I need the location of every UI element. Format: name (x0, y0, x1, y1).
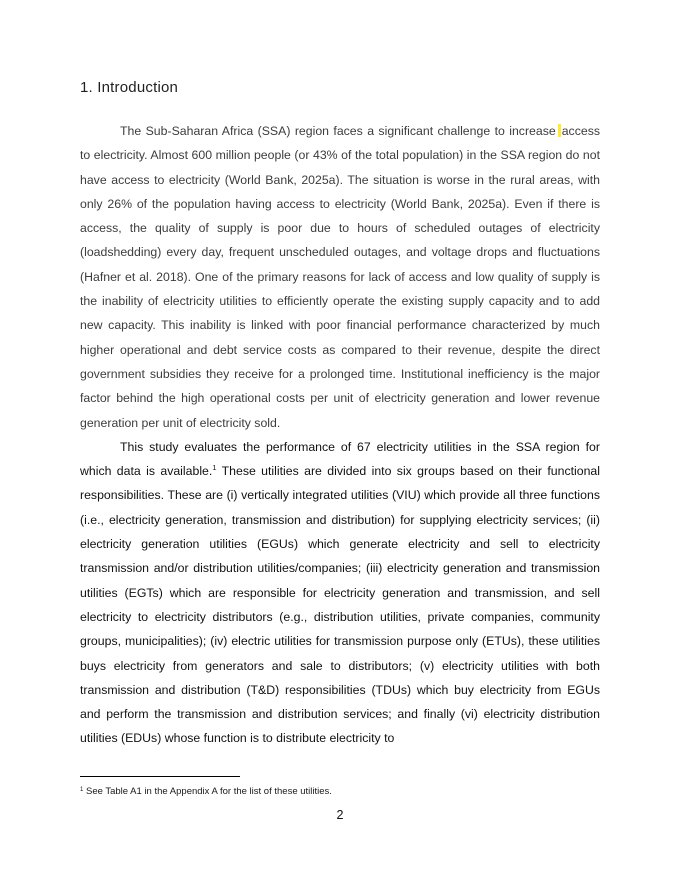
footnote (80, 786, 332, 797)
footnote-marker: 1 (80, 787, 84, 793)
footnote-text: See Table A1 in the Appendix A for the list of these utilities. (83, 786, 332, 797)
page-number: 2 (336, 808, 344, 822)
paragraph-2-rest: These utilities are divided into six groups based on their functional responsibilities. These are (i) vertically integrated utilities (VIU) which provide all three functions (i.e., electricity generation, transmission and distribution) for supplying electricity services; (ii) electricity generation utilities (EGUs) which generate electricity and sell to electricity transmission and/or distribution utilities/companies; (iii) electricity generation and transmission utilities (EGTs) which are responsible for electricity generation and transmission, and sell electricity to electricity distributors (e.g., distribution utilities, private companies, community groups, municipalities); (iv) electric utilities for transmission purpose only (ETUs), these utilities buys electricity from generators and sale to distributors; (v) electricity utilities with both transmission and distribution (T&D) responsibilities (TDUs) which buy electricity from EGUs and perform the transmission and distribution services; and finally (vi) electricity distribution utilities (EDUs) whose function is to distribute electricity to (80, 464, 600, 746)
paragraph-1-start: The Sub-Saharan Africa (SSA) region faces a significant challenge to increase (120, 124, 556, 138)
section-heading: 1. Introduction (80, 79, 179, 96)
footnote-reference[interactable]: 1 (212, 463, 217, 473)
paragraph-2 (80, 435, 600, 751)
paragraph-2-start: This study evaluates the performance of 67 electricity utilities in the SSA region for which data is available. (80, 439, 600, 479)
footnote-separator (80, 776, 240, 777)
paragraph-1-rest: access to electricity. Almost 600 million people (or 43% of the total population) in the SSA region do not have access to electricity (World Bank, 2025a). The situation is worse in the rural areas, with only 26% of the population having access to electricity (World Bank, 2025a). Even if there is access, the quality of supply is poor due to hours of scheduled outages of electricity (loadshedding) every day, frequent unscheduled outages, and voltage drops and fluctuations (Hafner et al. 2018). One of the primary reasons for lack of access and low quality of supply is the inability of electricity utilities to efficiently operate the existing supply capacity and to add new capacity. This inability is linked with poor financial performance characterized by much higher operational and debt service costs as compared to their revenue, despite the direct government subsidies they receive for a prolonged time. Institutional inefficiency is the major factor behind the high operational costs per unit of electricity generation and lower revenue generation per unit of electricity sold. (80, 124, 600, 430)
paragraph-1 (80, 119, 600, 435)
body-text (80, 119, 600, 751)
text-highlight-mark (558, 124, 561, 137)
